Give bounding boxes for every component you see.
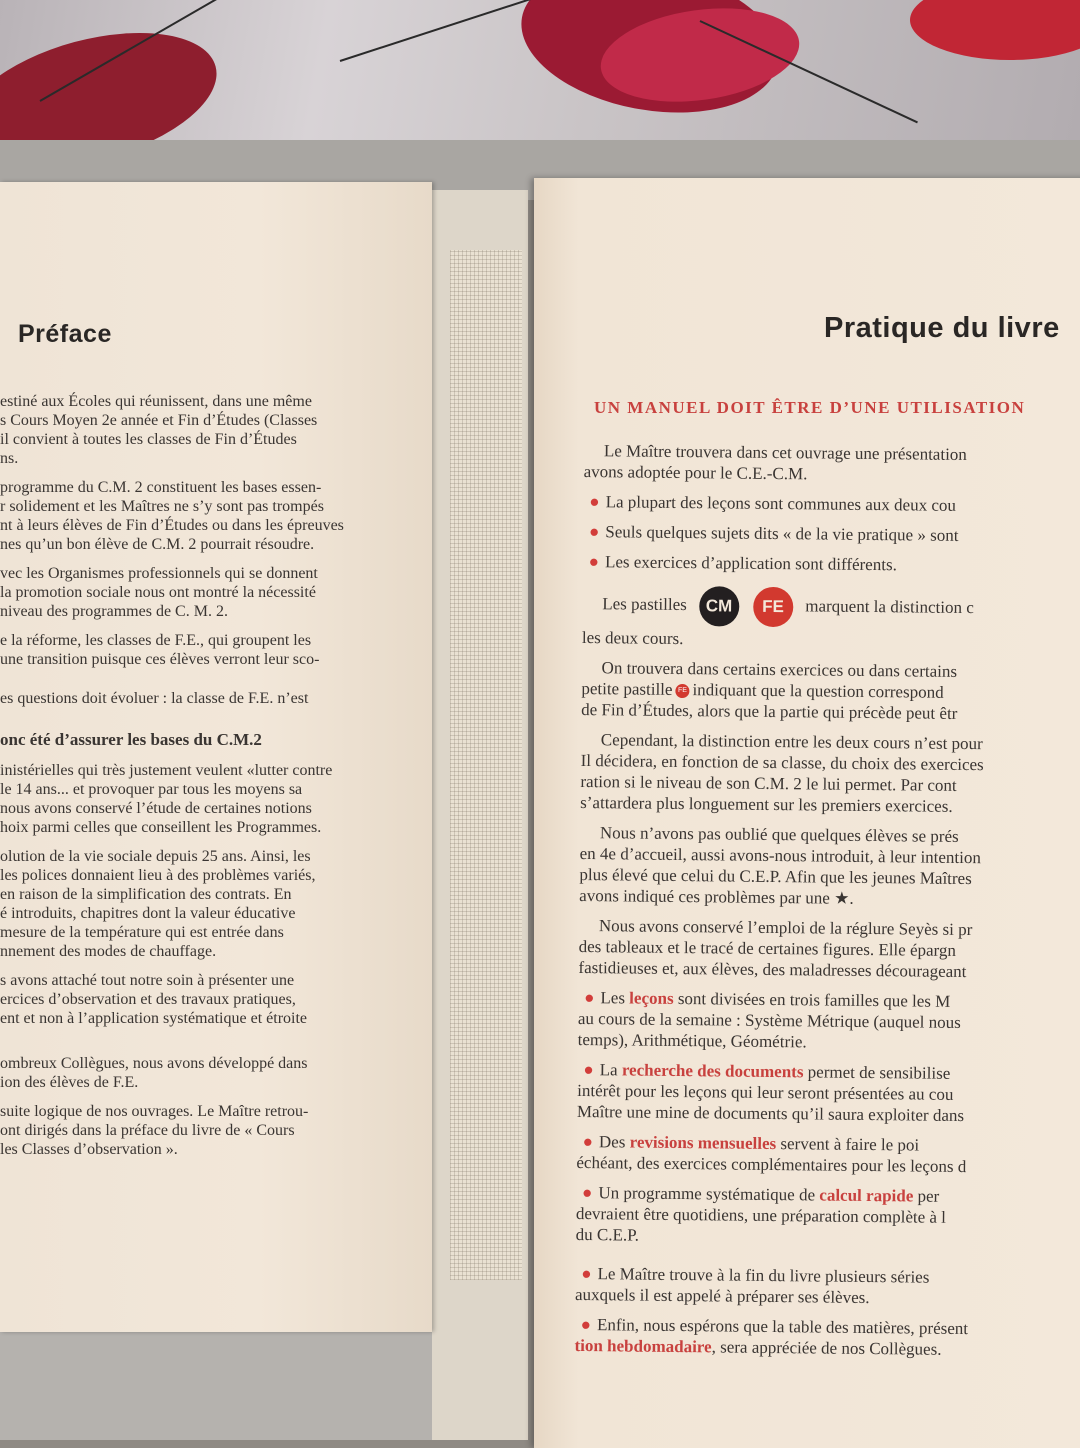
- bullet-item: [583, 491, 1080, 517]
- highlight-term: tion hebdomadaire: [574, 1335, 712, 1357]
- cm-pastille-icon: CM: [699, 586, 739, 626]
- text-line: la promotion sociale nous ont montré la nécessité: [0, 584, 316, 601]
- text-line: ombreux Collègues, nous avons développé dans: [0, 1055, 308, 1072]
- text-line: hoix parmi celles que conseillent les Programmes.: [0, 819, 322, 836]
- bullet-icon: ●: [588, 552, 600, 572]
- text-fragment: Les pastilles: [602, 594, 687, 615]
- text-line: avons indiqué ces problèmes par une ★.: [579, 885, 854, 908]
- bullet-text: Seuls quelques sujets dits « de la vie pratique » sont: [605, 522, 959, 545]
- text-fragment: marquent la distinction c: [805, 596, 974, 618]
- fe-small-pastille-icon: FE: [675, 684, 689, 698]
- text-fragment: Un programme systématique de: [598, 1183, 816, 1205]
- text-line: ration si le niveau de son C.M. 2 le lui permet. Par cont: [580, 771, 957, 795]
- text-line: des tableaux et le tracé de certaines figures. Elle épargn: [578, 936, 957, 960]
- section-heading: onc été d’assurer les bases du C.M.2: [0, 730, 262, 749]
- text-line: ont dirigés dans la préface du livre de « Cours: [0, 1122, 295, 1139]
- text-line: nnement des modes de chauffage.: [0, 943, 217, 960]
- red-flower-blot: [0, 8, 231, 145]
- text-line: [574, 1335, 1080, 1361]
- text-line: ent et non à l’application systématique et étroite: [0, 1010, 308, 1027]
- text-line: On trouvera dans certains exercices ou dans certains: [601, 658, 958, 681]
- text-fragment: sont divisées en trois familles que les M: [677, 989, 951, 1011]
- section-heading: UN MANUEL DOIT ÊTRE D’UNE UTILISATION: [594, 398, 1026, 417]
- text-line: fastidieuses et, aux élèves, des maladresses décourageant: [578, 957, 967, 982]
- text-line: inistérielles qui très justement veulent «lutter contre: [0, 762, 333, 779]
- text-line: les deux cours.: [581, 627, 684, 649]
- text-line: intérêt pour les leçons qui leur seront présentées au cou: [577, 1080, 954, 1104]
- text-line: estiné aux Écoles qui réunissent, dans une même: [0, 393, 312, 410]
- page-title: Préface: [18, 320, 112, 348]
- text-line: s’attardera plus longuement sur les premiers exercices.: [580, 792, 953, 816]
- text-line: échéant, des exercices complémentaires pour les leçons d: [576, 1152, 967, 1177]
- text-line: avons adoptée pour le C.E.-C.M.: [583, 461, 808, 484]
- highlight-term: recherche des documents: [621, 1060, 804, 1082]
- page-title: Pratique du livre: [824, 312, 1060, 344]
- text-line: Nous avons conservé l’emploi de la réglure Seyès si pr: [598, 916, 973, 940]
- pastilles-group: [699, 586, 793, 627]
- text-line: en 4e d’accueil, aussi avons-nous introduit, à leur intention: [579, 843, 982, 868]
- tablecloth-background: [0, 0, 1080, 145]
- bullet-text: Les exercices d’application sont différents.: [604, 552, 897, 575]
- bullet-icon: ●: [580, 1315, 592, 1335]
- pastilles-line: [582, 581, 1080, 632]
- bullet-icon: ●: [588, 522, 600, 542]
- text-fragment: servent à faire le poi: [780, 1134, 920, 1155]
- preface-text: [0, 392, 432, 1159]
- red-flower-blot: [910, 0, 1080, 60]
- text-line: temps), Arithmétique, Géométrie.: [577, 1029, 807, 1052]
- text-line: ercices d’observation et des travaux pratiques,: [0, 991, 296, 1008]
- right-page: [534, 178, 1080, 1448]
- text-line: es questions doit évoluer : la classe de F.E. n’est: [0, 690, 309, 707]
- text-line: r solidement et les Maîtres ne s’y sont pas trompés: [0, 498, 324, 515]
- text-fragment: Des: [598, 1132, 626, 1152]
- text-line: nous avons conservé l’étude de certaines notions: [0, 800, 312, 817]
- text-line: une transition puisque ces élèves verront leur sco-: [0, 651, 320, 668]
- bullet-icon: ●: [583, 1060, 594, 1080]
- text-line: Nous n’avons pas oublié que quelques élèves se prés: [599, 823, 959, 846]
- highlight-term: calcul rapide: [819, 1185, 914, 1206]
- text-line: nt à leurs élèves de Fin d’Études ou dans les épreuves: [0, 517, 344, 534]
- usage-text: [574, 440, 1080, 1361]
- text-line: il convient à toutes les classes de Fin d’Études: [0, 431, 297, 448]
- text-line: au cours de la semaine : Système Métrique (auquel nous: [577, 1008, 961, 1032]
- text-line: le 14 ans... et provoquer par tous les moyens sa: [0, 781, 303, 798]
- text-line: e la réforme, les classes de F.E., qui groupent les: [0, 632, 312, 649]
- bullet-text: La plupart des leçons sont communes aux deux cou: [605, 492, 957, 515]
- text-line: programme du C.M. 2 constituent les bases essen-: [0, 479, 322, 496]
- text-fragment: indiquant que la question correspond: [692, 680, 944, 702]
- bullet-text: Enfin, nous espérons que la table des matières, présent: [596, 1315, 969, 1339]
- bullet-text: Le Maître trouve à la fin du livre plusieurs séries: [597, 1264, 930, 1287]
- highlight-term: leçons: [629, 988, 674, 1008]
- text-line: é introduits, chapitres dont la valeur éducative: [0, 905, 296, 922]
- text-line: ion des élèves de F.E.: [0, 1074, 139, 1091]
- text-line: de Fin d’Études, alors que la partie qui précède peut êtr: [581, 699, 958, 723]
- bullet-icon: ●: [589, 492, 600, 512]
- bullet-icon: ●: [582, 1183, 593, 1203]
- text-line: nes qu’un bon élève de C.M. 2 pourrait résoudre.: [0, 536, 315, 553]
- fe-pastille-icon: FE: [753, 587, 793, 627]
- text-line: les polices donnaient lieu à des problèmes variés,: [0, 867, 316, 884]
- bullet-item: [583, 521, 1080, 547]
- text-fragment: Les: [600, 988, 626, 1008]
- highlight-term: revisions mensuelles: [629, 1132, 777, 1154]
- text-line: Cependant, la distinction entre les deux cours n’est pour: [600, 730, 983, 754]
- text-line: s avons attaché tout notre soin à présenter une: [0, 972, 295, 989]
- text-fragment: La: [599, 1060, 618, 1080]
- text-line: olution de la vie sociale depuis 25 ans. Ainsi, les: [0, 848, 311, 865]
- bullet-icon: ●: [582, 1132, 594, 1152]
- text-line: suite logique de nos ouvrages. Le Maître retrou-: [0, 1103, 309, 1120]
- text-line: auxquels il est appelé à préparer ses élèves.: [574, 1284, 870, 1308]
- text-line: mesure de la température qui est entrée dans: [0, 924, 284, 941]
- text-line: Maître une mine de documents qu’il saura exploiter dans: [576, 1101, 965, 1126]
- text-line: du C.E.P.: [575, 1224, 640, 1245]
- text-line: les Classes d’observation ».: [0, 1141, 178, 1158]
- text-line: en raison de la simplification des contrats. En: [0, 886, 292, 903]
- text-line: plus élevé que celui du C.E.P. Afin que les jeunes Maîtres: [579, 864, 972, 889]
- text-fragment: , sera appréciée de nos Collègues.: [711, 1337, 942, 1359]
- text-fragment: permet de sensibilise: [807, 1062, 951, 1083]
- bullet-icon: ●: [584, 988, 595, 1008]
- text-fragment: per: [917, 1186, 940, 1206]
- bullet-icon: ●: [581, 1264, 592, 1284]
- text-line: Il décidera, en fonction de sa classe, du choix des exercices: [580, 750, 984, 775]
- spine-binding-mesh: [450, 250, 522, 1280]
- text-line: vec les Organismes professionnels qui se donnent: [0, 565, 318, 582]
- bullet-item: [583, 551, 1080, 577]
- text-fragment: petite pastille: [581, 678, 673, 699]
- book-cover-edge: [0, 1332, 460, 1440]
- text-line: niveau des programmes de C. M. 2.: [0, 603, 228, 620]
- text-line: Le Maître trouvera dans cet ouvrage une présentation: [603, 441, 967, 465]
- left-page: [0, 182, 432, 1332]
- text-line: s Cours Moyen 2e année et Fin d’Études (Classes: [0, 412, 318, 429]
- text-line: ns.: [0, 450, 19, 467]
- text-line: devraient être quotidiens, une préparation complète à l: [575, 1203, 947, 1227]
